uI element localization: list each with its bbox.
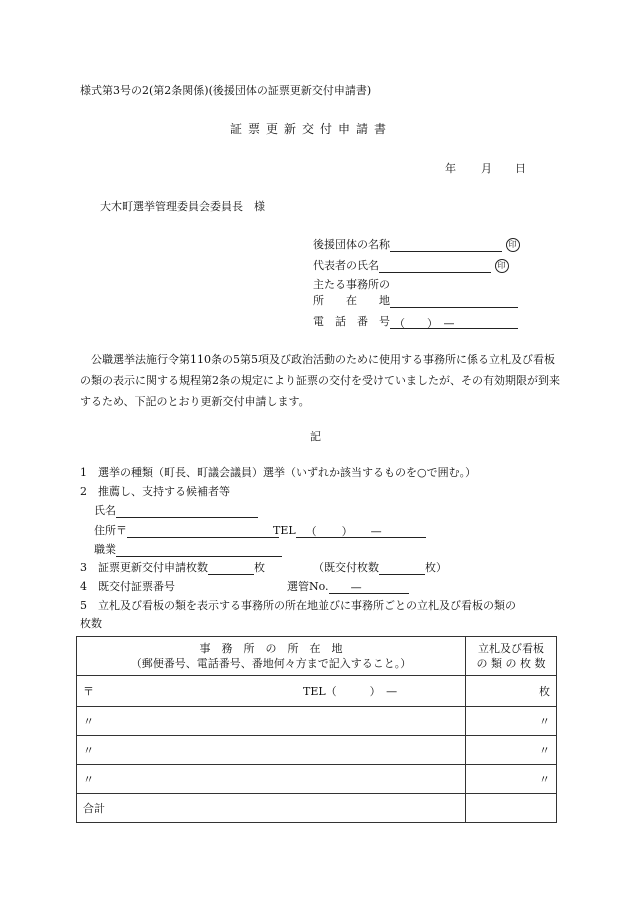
office-address-cell[interactable] — [77, 765, 466, 794]
addressee: 大木町選挙管理委員会委員長 様 — [100, 200, 265, 213]
date-month: 月 — [481, 162, 492, 175]
table-header-row — [77, 637, 557, 676]
phone-format: （ ） — — [390, 317, 518, 329]
tel-label: TEL — [273, 524, 296, 537]
body-paragraph: 公職選挙法施行令第110条の5第5項及び政治活動のために使用する事務所に係る立札及び看板の類の表示に関する規程第2条の規定により証票の交付を受けていましたが、その有効期限が到来するため、下記のとおり更新交付申請します。 — [80, 353, 560, 408]
candidate-name-field[interactable] — [94, 504, 258, 518]
rep-line — [379, 260, 491, 273]
office-line — [390, 295, 518, 308]
table-total-row — [77, 794, 557, 823]
seal-mark: 印 — [506, 238, 520, 252]
rep-label: 代表者の氏名 — [313, 259, 379, 272]
item3-prev-label: （既交付枚数 — [313, 561, 379, 574]
item3-count-line — [208, 562, 254, 575]
office-count-cell[interactable] — [466, 676, 557, 707]
phone-label: 電 話 番 号 — [313, 315, 390, 328]
header-count-line-2: の 類 の 枚 数 — [476, 657, 546, 670]
item-3[interactable] — [80, 561, 265, 575]
ditto-mark: 〃 — [83, 744, 94, 757]
org-name-label: 後援団体の名称 — [313, 238, 390, 251]
item-3-prev[interactable] — [313, 561, 447, 575]
header-count-line-1: 立札及び看板 — [478, 642, 544, 655]
tel-paren-open: （ — [305, 525, 317, 538]
item3-prev-unit: 枚） — [425, 561, 447, 574]
kan-dash: — — [350, 581, 362, 594]
item-1: 1 選挙の種類（町長、町議会議員）選挙（いずれか該当するものを○で囲む。） — [80, 466, 477, 479]
header-address-line-2: （郵便番号、電話番号、番地何々方まで記入すること。） — [130, 657, 412, 670]
ki-heading: 記 — [310, 430, 321, 443]
office-address-cell[interactable] — [77, 676, 466, 707]
office-address-cell[interactable] — [77, 736, 466, 765]
postal-mark: 〒 — [83, 685, 94, 698]
office-address-cell[interactable] — [77, 707, 466, 736]
office-count-cell[interactable] — [466, 736, 557, 765]
candidate-job-field[interactable] — [94, 543, 282, 557]
office-count-cell[interactable] — [466, 765, 557, 794]
tel-paren-close: ） — [341, 525, 353, 538]
seal-mark: 印 — [495, 259, 509, 273]
item-5-line-1: 5 立札及び看板の類を表示する事務所の所在地並びに事務所ごとの立札及び看板の類の — [80, 599, 516, 612]
table-header-count — [466, 637, 557, 676]
date-day: 日 — [515, 162, 526, 175]
table-row — [77, 736, 557, 765]
ditto-mark: 〃 — [539, 744, 550, 757]
ditto-mark: 〃 — [83, 773, 94, 786]
item-4-label: 4 既交付証票番号 — [80, 580, 175, 593]
ditto-mark: 〃 — [539, 715, 550, 728]
job-line — [116, 544, 282, 557]
office-table — [76, 636, 557, 823]
date-year: 年 — [445, 162, 456, 175]
org-name-field[interactable] — [313, 238, 520, 252]
item-4-number[interactable] — [287, 580, 409, 594]
representative-field[interactable] — [313, 259, 509, 273]
form-label: 様式第3号の2(第2条関係)(後援団体の証票更新交付申請書) — [80, 84, 372, 97]
address-label: 住所〒 — [94, 524, 127, 537]
table-row — [77, 765, 557, 794]
office-count-cell[interactable] — [466, 707, 557, 736]
office-label-2: 所 在 地 — [313, 294, 390, 307]
kan-line — [329, 581, 409, 594]
phone-field[interactable] — [313, 315, 518, 329]
tel-line — [296, 525, 426, 538]
row-tel: TEL（ ） — — [303, 685, 398, 698]
office-label-1: 主たる事務所の — [313, 278, 390, 291]
kan-label: 選管No. — [287, 580, 329, 593]
total-label: 合計 — [83, 802, 105, 815]
item-5-line-2: 枚数 — [80, 617, 102, 630]
item-2: 2 推薦し、支持する候補者等 — [80, 485, 230, 498]
name-label: 氏名 — [94, 504, 116, 517]
ditto-mark: 〃 — [539, 773, 550, 786]
total-count-cell[interactable] — [466, 794, 557, 823]
tel-dash: — — [370, 525, 382, 538]
item3-label: 3 証票更新交付申請枚数 — [80, 561, 208, 574]
candidate-tel-field[interactable] — [273, 524, 426, 538]
table-row — [77, 676, 557, 707]
count-unit: 枚 — [539, 685, 550, 698]
candidate-address-field[interactable] — [94, 524, 279, 538]
item3-unit: 枚 — [254, 561, 265, 574]
item3-prev-line — [379, 562, 425, 575]
org-name-line — [390, 239, 502, 252]
table-row — [77, 707, 557, 736]
ditto-mark: 〃 — [83, 715, 94, 728]
address-line — [127, 525, 279, 538]
total-label-cell — [77, 794, 466, 823]
job-label: 職業 — [94, 543, 116, 556]
table-header-address — [77, 637, 466, 676]
document-title: 証票更新交付申請書 — [230, 122, 393, 136]
header-address-line-1: 事 務 所 の 所 在 地 — [199, 642, 343, 655]
office-field[interactable] — [313, 294, 518, 308]
name-line — [116, 505, 258, 518]
